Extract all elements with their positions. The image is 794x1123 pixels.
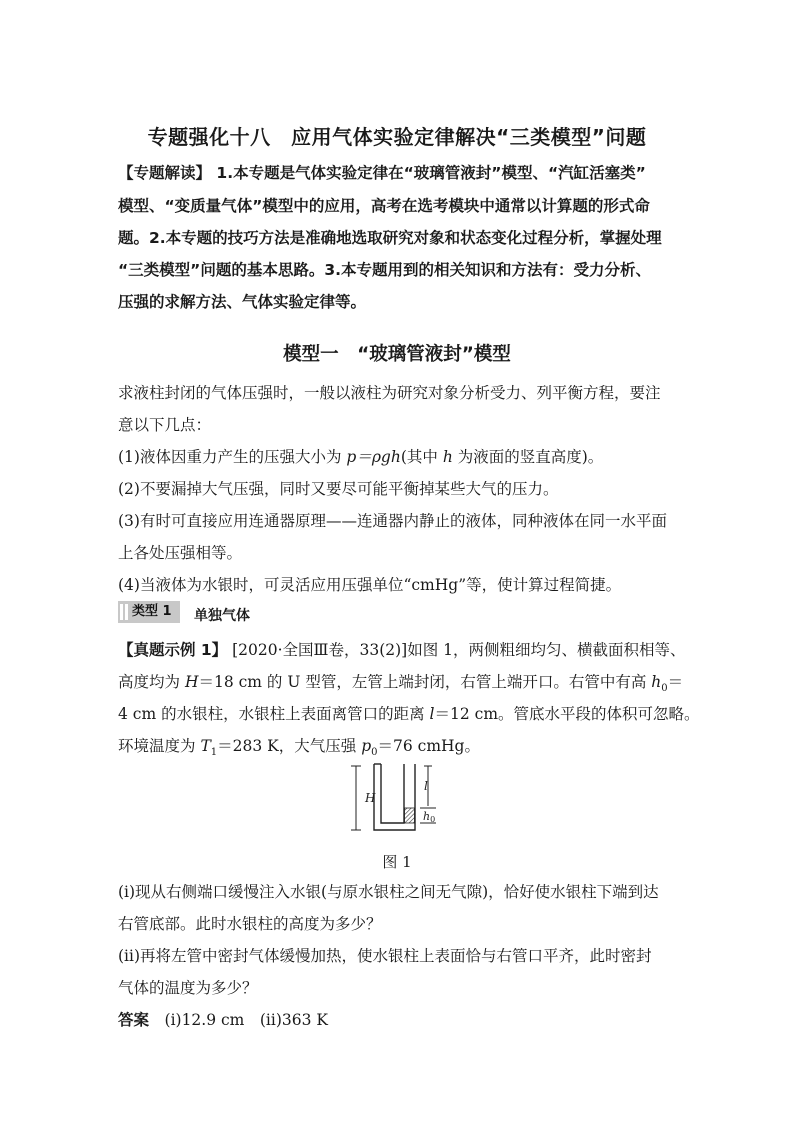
section-title: 模型一 “玻璃管液封”模型 xyxy=(283,344,511,365)
intro-line-5: 压强的求解方法、气体实验定律等。 xyxy=(118,293,367,311)
h-label: H xyxy=(365,791,376,805)
example-line-3: 4 cm 的水银柱，水银柱上表面离管口的距离 l＝12 cm。管底水平段的体积可忽略。 xyxy=(118,705,700,723)
question-1: (ⅰ)现从右侧端口缓慢注入水银(与原水银柱之间无气隙)，恰好使水银柱下端到达 xyxy=(118,883,659,901)
point-3: (3)有时可直接应用连通器原理——连通器内静止的液体，同种液体在同一水平面 xyxy=(118,512,667,530)
intro-line-4: “三类模型”问题的基本思路。3.本专题用到的相关知识和方法有：受力分析、 xyxy=(118,261,652,279)
question-2: (ⅱ)再将左管中密封气体缓慢加热，使水银柱上表面恰与右管口平齐，此时密封 xyxy=(118,947,652,965)
point-2: (2)不要漏掉大气压强，同时又要尽可能平衡掉某些大气的压力。 xyxy=(118,480,559,498)
mercury-column xyxy=(405,808,415,823)
point-3-cont: 上各处压强相等。 xyxy=(118,544,243,562)
intro-label: 【专题解读】 xyxy=(118,164,212,182)
question-2-cont: 气体的温度为多少？ xyxy=(118,979,258,997)
l-label: l xyxy=(424,779,428,793)
point-4: (4)当液体为水银时，可灵活应用压强单位“cmHg”等，使计算过程简捷。 xyxy=(118,576,622,594)
question-1-cont: 右管底部。此时水银柱的高度为多少？ xyxy=(118,915,382,933)
type-name: 单独气体 xyxy=(194,608,250,624)
intro-line-2: 模型、“变质量气体”模型中的应用，高考在选考模块中通常以计算题的形式命 xyxy=(118,197,650,215)
example-line-2: 高度均为 H＝18 cm 的 U 型管，左管上端封闭，右管上端开口。右管中有高 $h_0=$ xyxy=(118,673,684,695)
h0-label: h0 xyxy=(423,810,436,824)
intro-line-1: 【专题解读】 1.本专题是气体实验定律在“玻璃管液封”模型、“汽缸活塞类” xyxy=(118,164,646,182)
point-1: (1)液体因重力产生的压强大小为 p＝ρgh(其中 h 为液面的竖直高度)。 xyxy=(118,448,604,466)
example-line-4: 环境温度为 $T_1=283$ K，大气压强 $p_0=76$ cmHg。 xyxy=(118,737,480,759)
intro-line-3: 题。2.本专题的技巧方法是准确地选取研究对象和状态变化过程分析，掌握处理 xyxy=(118,229,662,247)
answer-text: (ⅰ)12.9 cm (ⅱ)363 K xyxy=(149,1011,328,1029)
example-line-1: 【真题示例 1】 [2020·全国Ⅲ卷，33(2)]如图 1，两侧粗细均匀、横截面积相等、 xyxy=(118,641,686,659)
u-tube-figure xyxy=(340,760,450,840)
section-line-1: 求液柱封闭的气体压强时，一般以液柱为研究对象分析受力、列平衡方程，要注 xyxy=(118,384,661,402)
answer-label: 答案 xyxy=(118,1011,150,1029)
page-title: 专题强化十八 应用气体实验定律解决“三类模型”问题 xyxy=(147,125,647,149)
u-tube-inner xyxy=(381,764,404,823)
answer-line xyxy=(118,1010,328,1030)
section-line-2: 意以下几点： xyxy=(118,416,212,434)
figure-caption: 图 1 xyxy=(382,853,412,871)
type-tag: 类型 1 xyxy=(118,601,180,623)
example-label: 【真题示例 1】 xyxy=(118,641,228,659)
pressure-formula: p＝ρgh xyxy=(346,448,401,466)
